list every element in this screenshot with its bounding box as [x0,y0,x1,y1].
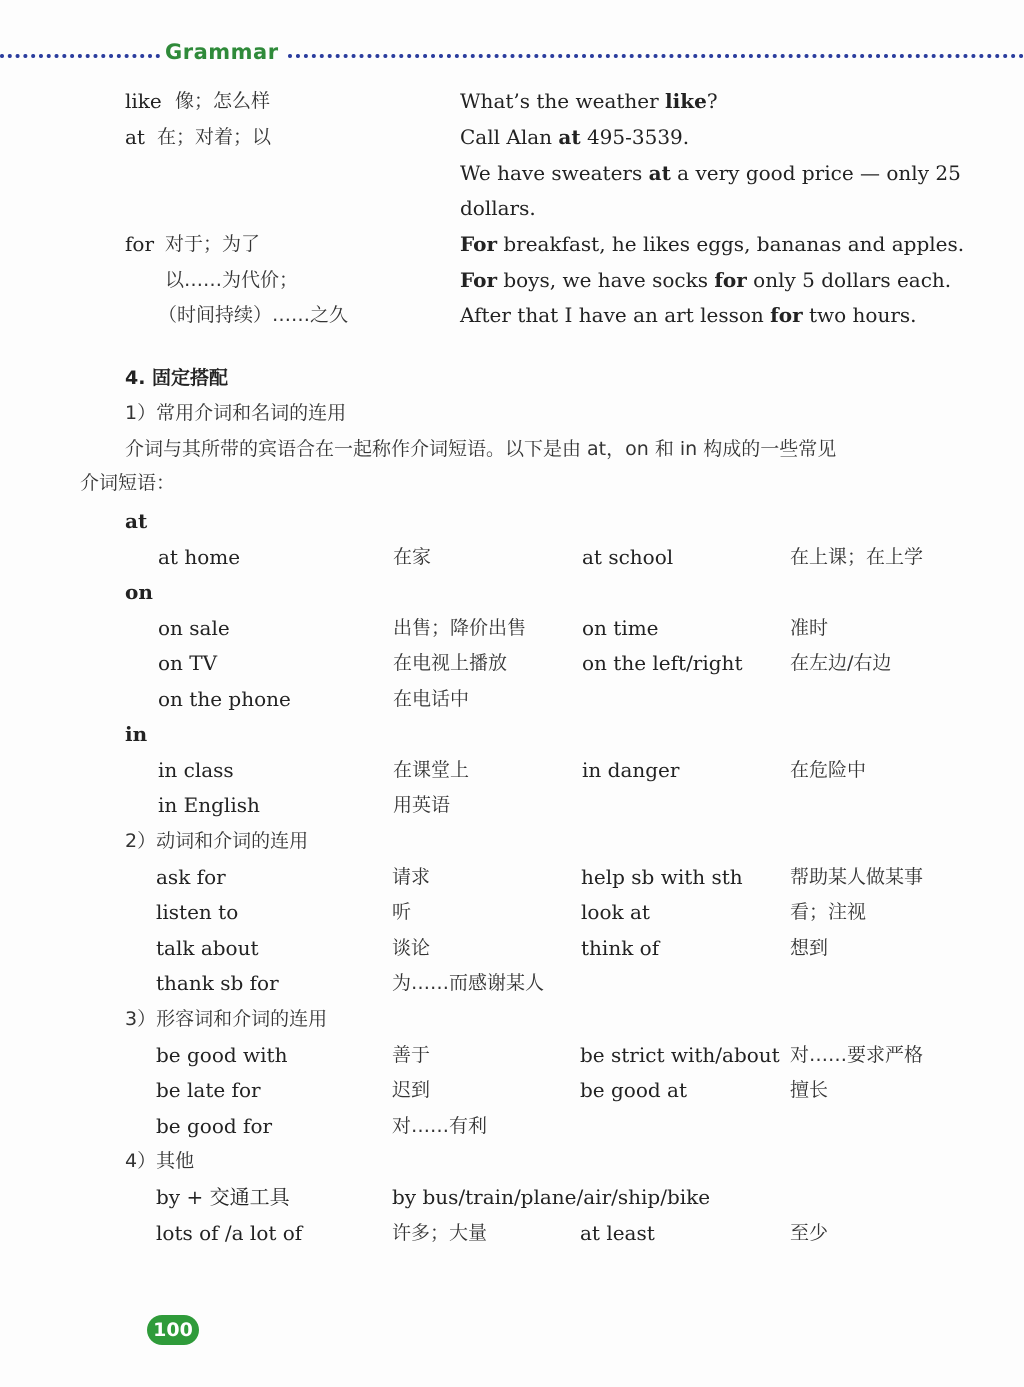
phrase-meaning: 在课堂上 [393,759,470,781]
subsection-heading: 4）其他 [125,1150,195,1172]
phrase: in class [158,758,234,782]
phrase-meaning: 在上课；在上学 [790,546,924,568]
phrase: on sale [158,616,230,640]
phrase-meaning: 善于 [392,1044,431,1066]
prep-meaning: 像；怎么样 [175,90,271,112]
prep-meaning: 对于；为了 [165,233,261,255]
prep-example: What’s the weather like? [460,89,718,113]
prep-word: for [125,232,155,256]
phrase: be strict with/about [580,1043,780,1067]
phrase: talk about [156,936,259,960]
phrase-meaning: 对……有利 [392,1115,488,1137]
phrase: at school [582,545,674,569]
phrase: on time [582,616,659,640]
phrase: in danger [582,758,680,782]
phrase-meaning: 在家 [393,546,432,568]
page-header [0,40,1024,70]
phrase: in English [158,793,260,817]
phrase-meaning: 请求 [392,866,431,888]
phrase-meaning: 准时 [790,617,829,639]
phrase-meaning: 在左边/右边 [790,652,892,674]
subsection-heading: 1）常用介词和名词的连用 [125,402,347,424]
phrase-meaning: 帮助某人做某事 [790,866,924,888]
phrase-meaning: 看；注视 [790,901,867,923]
phrase: at home [158,545,241,569]
prep-meaning: （时间持续）……之久 [158,304,349,326]
phrase: look at [581,900,650,924]
group-label-in: in [125,722,148,746]
prep-word: at [125,125,145,149]
phrase-meaning: 对……要求严格 [790,1044,924,1066]
intro-paragraph-line: 介词短语： [80,472,176,494]
phrase-meaning: 在危险中 [790,759,867,781]
phrase-meaning: 在电话中 [393,688,470,710]
phrase: be good with [156,1043,288,1067]
prep-example: For breakfast, he likes eggs, bananas and apples. [460,232,965,256]
phrase: be good for [156,1114,273,1138]
prep-meaning: 在；对着；以 [157,126,272,148]
phrase: at least [580,1221,655,1245]
phrase-meaning: 迟到 [392,1079,431,1101]
header-dotted-rule-left [0,54,160,58]
phrase: be good at [580,1078,688,1102]
intro-paragraph-line: 介词与其所带的宾语合在一起称作介词短语。以下是由 at，on 和 in 构成的一些常见 [125,438,837,460]
phrase: be late for [156,1078,261,1102]
subsection-heading: 2）动词和介词的连用 [125,830,309,852]
prep-example-continued: dollars. [460,196,536,220]
phrase: on the phone [158,687,291,711]
phrase-meaning: 至少 [790,1222,829,1244]
prep-meaning: 以……为代价； [165,269,299,291]
phrase: thank sb for [156,971,279,995]
prep-word: like [125,89,162,113]
section-heading: 4. 固定搭配 [125,367,229,389]
phrase: lots of /a lot of [156,1221,303,1245]
phrase-meaning: 在电视上播放 [393,652,508,674]
phrase-meaning: 出售；降价出售 [393,617,527,639]
prep-example: After that I have an art lesson for two hours. [460,303,917,327]
page-number-badge: 100 [147,1315,199,1345]
phrase: on the left/right [582,651,743,675]
phrase: by + 交通工具 [156,1185,290,1209]
phrase-meaning: 许多；大量 [392,1222,488,1244]
phrase-meaning: 听 [392,901,412,923]
subsection-heading: 3）形容词和介词的连用 [125,1008,328,1030]
prep-example: For boys, we have socks for only 5 dollars each. [460,268,952,292]
phrase-meaning: 用英语 [393,794,451,816]
phrase: on TV [158,651,218,675]
phrase-meaning: 擅长 [790,1079,829,1101]
phrase-meaning: by bus/train/plane/air/ship/bike [392,1185,711,1209]
header-dotted-rule-right [288,54,1024,58]
phrase-meaning: 谈论 [392,937,431,959]
phrase-meaning: 想到 [790,937,829,959]
phrase: ask for [156,865,226,889]
phrase: help sb with sth [581,865,743,889]
phrase: think of [581,936,660,960]
phrase: listen to [156,900,239,924]
group-label-at: at [125,509,148,533]
prep-example: We have sweaters at a very good price — only 25 [460,161,961,185]
prep-example: Call Alan at 495-3539. [460,125,690,149]
header-title: Grammar [165,40,279,64]
phrase-meaning: 为……而感谢某人 [392,972,545,994]
group-label-on: on [125,580,153,604]
